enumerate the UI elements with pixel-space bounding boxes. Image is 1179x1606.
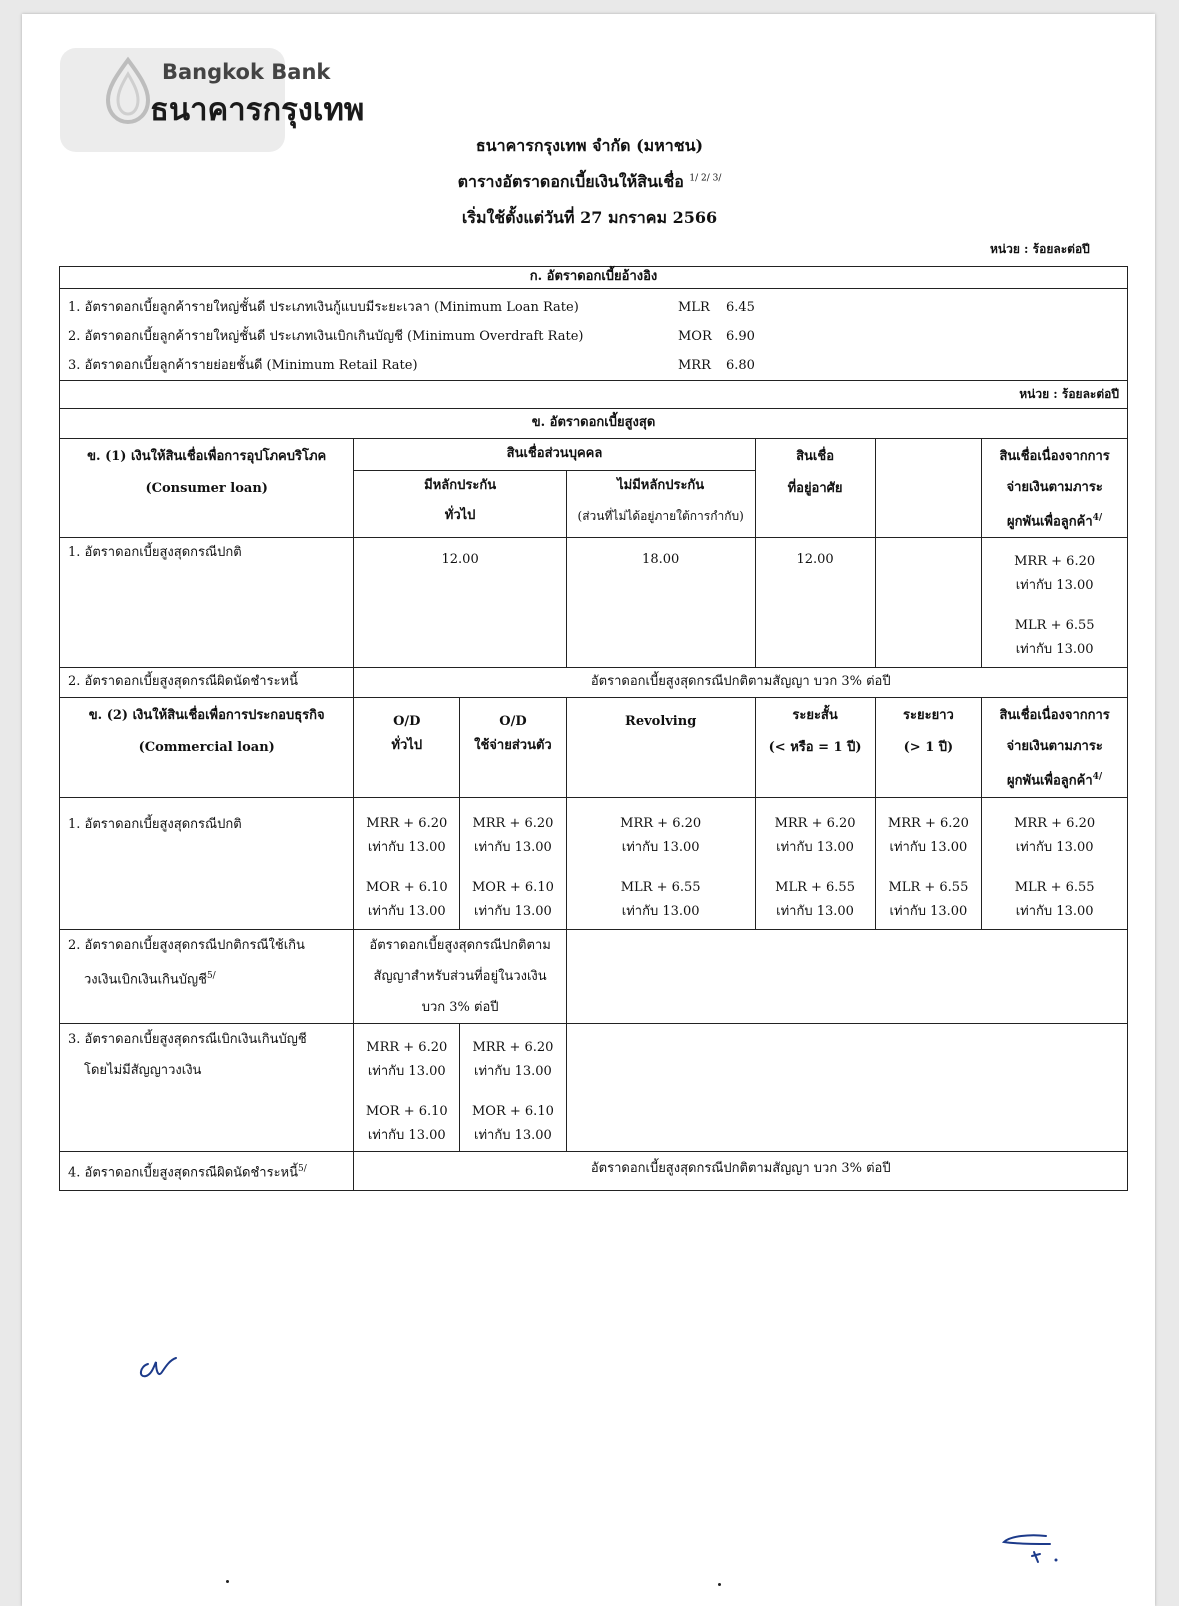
consumer-loan-header: [60, 439, 354, 538]
scan-speck: [718, 1583, 721, 1586]
obligation-head3-text: ผูกพันเพื่อลูกค้า: [1007, 773, 1093, 789]
commercial-row1-cell: [460, 797, 567, 929]
consumer-row1-unsecured: 18.00: [566, 538, 755, 668]
commercial-row2-label1: 2. อัตราดอกเบี้ยสูงสุดกรณีปกติกรณีใช้เกิน: [68, 937, 305, 953]
commercial-row2-value2: สัญญาสำหรับส่วนที่อยู่ในวงเงิน: [373, 968, 547, 984]
long-term-header: [875, 698, 982, 797]
od-general-header: [354, 698, 460, 797]
rate-equals: เท่ากับ 13.00: [776, 903, 854, 919]
rate-equals: เท่ากับ 13.00: [474, 1063, 552, 1079]
rate-table: [59, 266, 1128, 1191]
rate-equals: เท่ากับ 13.00: [889, 839, 968, 855]
commercial-row2-label2-text: วงเงินเบิกเงินเกินบัญชี: [84, 971, 207, 987]
rate-formula: MRR + 6.20: [472, 815, 554, 831]
consumer-row1-label: 1. อัตราดอกเบี้ยสูงสุดกรณีปกติ: [60, 538, 354, 668]
rate-equals: เท่ากับ 13.00: [367, 903, 446, 919]
commercial-row2-value: [354, 929, 566, 1023]
rate-formula: MOR + 6.10: [472, 879, 554, 895]
header-title-note: 1/ 2/ 3/: [689, 173, 722, 184]
short-term-header: [755, 698, 875, 797]
reference-rate-row: [68, 322, 1127, 351]
personal-loan-header: สินเชื่อส่วนบุคคล: [354, 439, 755, 471]
commercial-row3-cell: [460, 1023, 567, 1151]
rate-equals: เท่ากับ 13.00: [621, 839, 700, 855]
rate-equals: เท่ากับ 13.00: [367, 1063, 446, 1079]
obligation-head2: จ่ายเงินตามภาระ: [1006, 480, 1103, 495]
section-a-unit: หน่วย : ร้อยละต่อปี: [60, 381, 1128, 409]
commercial-loan-header: [60, 698, 354, 797]
rate-equals: เท่ากับ 13.00: [474, 1127, 552, 1143]
consumer-row1-secured: 12.00: [354, 538, 566, 668]
commercial-row2-value3: บวก 3% ต่อปี: [421, 999, 499, 1015]
reference-rate-value: 6.80: [726, 358, 755, 373]
rate-equals: เท่ากับ 13.00: [889, 903, 968, 919]
housing-loan-head1: สินเชื่อ: [796, 449, 835, 464]
reference-rate-label: 3. อัตราดอกเบี้ยลูกค้ารายย่อยชั้นดี (Minimum Retail Rate): [68, 358, 418, 373]
commercial-row1-cell: [755, 797, 875, 929]
rate-equals: เท่ากับ 13.00: [367, 839, 446, 855]
rate-equals: เท่ากับ 13.00: [1015, 578, 1094, 594]
rate-equals: เท่ากับ 13.00: [621, 903, 700, 919]
consumer-row1-housing: 12.00: [755, 538, 875, 668]
logo-text-th: ธนาคารกรุงเทพ: [150, 92, 365, 128]
reference-rate-value: 6.90: [726, 329, 755, 344]
commercial-row4-value: อัตราดอกเบี้ยสูงสุดกรณีปกติตามสัญญา บวก 3% ต่อปี: [354, 1151, 1128, 1190]
consumer-row1-empty: [875, 538, 982, 668]
short-term-head1: ระยะสั้น: [792, 708, 838, 724]
rate-formula: MLR + 6.55: [775, 879, 855, 895]
obligation-head3-text: ผูกพันเพื่อลูกค้า: [1007, 514, 1093, 530]
commercial-row3-cell: [354, 1023, 460, 1151]
commercial-row2-value1: อัตราดอกเบี้ยสูงสุดกรณีปกติตาม: [369, 937, 551, 953]
secured-head1: มีหลักประกัน: [424, 478, 497, 494]
rate-formula: MRR + 6.20: [1014, 815, 1096, 831]
lotus-logo-icon: [98, 56, 158, 126]
obligation-head1: สินเชื่อเนื่องจากการ: [999, 449, 1110, 464]
commercial-row2-note: 5/: [206, 970, 216, 981]
commercial-row3-empty: [566, 1023, 1127, 1151]
rate-formula: MLR + 6.55: [888, 879, 969, 895]
rate-equals: เท่ากับ 13.00: [474, 903, 552, 919]
signature-initial-left: [134, 1354, 180, 1384]
rate-equals: เท่ากับ 13.00: [1015, 903, 1094, 919]
rate-formula: MRR + 6.20: [1014, 554, 1096, 570]
rate-formula: MRR + 6.20: [774, 815, 856, 831]
od-personal-header: [460, 698, 567, 797]
secured-header: [354, 471, 566, 538]
logo-text-en: Bangkok Bank: [162, 60, 331, 84]
unsecured-head2: (ส่วนที่ไม่ได้อยู่ภายใต้การกำกับ): [577, 509, 744, 524]
commercial-row3-label: [60, 1023, 354, 1151]
rate-formula: MLR + 6.55: [1014, 879, 1095, 895]
commercial-row1-cell: [566, 797, 755, 929]
commercial-row4-label-text: 4. อัตราดอกเบี้ยสูงสุดกรณีผิดนัดชำระหนี้: [68, 1164, 299, 1180]
rate-formula: MLR + 6.55: [620, 879, 701, 895]
commercial-row3-label1: 3. อัตราดอกเบี้ยสูงสุดกรณีเบิกเงินเกินบัญชี: [68, 1031, 307, 1047]
obligation-head3: [982, 503, 1127, 537]
housing-loan-head2: ที่อยู่อาศัย: [787, 481, 843, 496]
commercial-row3-label2: โดยไม่มีสัญญาวงเงิน: [84, 1062, 202, 1078]
unsecured-header: [566, 471, 755, 538]
unit-label: หน่วย : ร้อยละต่อปี: [990, 242, 1090, 256]
obligation-head3-note: 4/: [1092, 513, 1103, 523]
reference-rate-value: 6.45: [726, 300, 755, 315]
rate-formula: MOR + 6.10: [365, 879, 448, 895]
obligation-head2: จ่ายเงินตามภาระ: [1006, 739, 1103, 755]
rate-formula: MRR + 6.20: [887, 815, 969, 831]
consumer-row2-value: อัตราดอกเบี้ยสูงสุดกรณีปกติตามสัญญา บวก 3% ต่อปี: [354, 668, 1128, 698]
od-personal-head1: O/D: [499, 714, 527, 730]
empty-header-cell: [875, 439, 982, 538]
commercial-row2-empty: [566, 929, 1127, 1023]
commercial-row1-cell: [875, 797, 982, 929]
rate-equals: เท่ากับ 13.00: [367, 1127, 446, 1143]
header-title: [0, 170, 1179, 195]
od-personal-head2: ใช้จ่ายส่วนตัว: [474, 738, 552, 754]
commercial-loan-head1: ข. (2) เงินให้สินเชื่อเพื่อการประกอบธุรกิจ: [88, 708, 325, 724]
rate-formula: MRR + 6.20: [366, 1039, 448, 1055]
consumer-loan-head1: ข. (1) เงินให้สินเชื่อเพื่อการอุปโภคบริโภค: [87, 449, 327, 464]
rate-formula: MLR + 6.55: [1014, 618, 1095, 634]
consumer-row1-obligation: [982, 538, 1128, 668]
housing-loan-header: [755, 439, 875, 538]
rate-equals: เท่ากับ 13.00: [776, 839, 854, 855]
long-term-head2: (> 1 ปี): [903, 740, 954, 756]
commercial-obligation-header: [982, 698, 1128, 797]
secured-head2: ทั่วไป: [444, 508, 476, 524]
consumer-loan-head2: (Consumer loan): [145, 481, 268, 496]
reference-rate-label: 2. อัตราดอกเบี้ยลูกค้ารายใหญ่ชั้นดี ประเภทเงินเบิกเกินบัญชี (Minimum Overdraft Rate): [68, 329, 584, 344]
rate-formula: MOR + 6.10: [472, 1103, 554, 1119]
commercial-row1-cell: [354, 797, 460, 929]
scan-speck: [226, 1580, 229, 1583]
reference-rate-code: MOR: [678, 329, 712, 344]
section-a-rows: [60, 289, 1128, 381]
od-general-head2: ทั่วไป: [391, 738, 423, 754]
rate-equals: เท่ากับ 13.00: [1015, 839, 1094, 855]
rate-formula: MRR + 6.20: [620, 815, 702, 831]
reference-rate-code: MRR: [678, 358, 711, 373]
obligation-head3: [982, 762, 1127, 796]
rate-formula: MRR + 6.20: [366, 815, 448, 831]
reference-rate-row: [68, 351, 1127, 380]
commercial-row4-label: [60, 1151, 354, 1190]
section-a-title: ก. อัตราดอกเบี้ยอ้างอิง: [60, 267, 1128, 289]
commercial-row1-label: 1. อัตราดอกเบี้ยสูงสุดกรณีปกติ: [60, 797, 354, 929]
reference-rate-code: MLR: [678, 300, 710, 315]
header-effective-date: เริ่มใช้ตั้งแต่วันที่ 27 มกราคม 2566: [461, 208, 718, 227]
reference-rate-row: [68, 293, 1127, 322]
commercial-row1-cell: [982, 797, 1128, 929]
revolving-header: Revolving: [566, 698, 755, 797]
commercial-row2-label2: [68, 961, 353, 995]
od-general-head1: O/D: [393, 714, 421, 730]
section-b-title: ข. อัตราดอกเบี้ยสูงสุด: [60, 409, 1128, 439]
reference-rate-label: 1. อัตราดอกเบี้ยลูกค้ารายใหญ่ชั้นดี ประเภทเงินกู้แบบมีระยะเวลา (Minimum Loan Rate): [68, 300, 579, 315]
rate-formula: MOR + 6.10: [365, 1103, 448, 1119]
signature-initial-right: [1000, 1532, 1070, 1564]
unsecured-head1: ไม่มีหลักประกัน: [617, 478, 705, 494]
consumer-row2-label: 2. อัตราดอกเบี้ยสูงสุดกรณีผิดนัดชำระหนี้: [60, 668, 354, 698]
obligation-head1: สินเชื่อเนื่องจากการ: [999, 708, 1110, 724]
rate-formula: MRR + 6.20: [472, 1039, 554, 1055]
header-bank-name: ธนาคารกรุงเทพ จำกัด (มหาชน): [475, 136, 704, 155]
header-title-text: ตารางอัตราดอกเบี้ยเงินให้สินเชื่อ: [457, 172, 684, 191]
short-term-head2: (< หรือ = 1 ปี): [768, 740, 862, 756]
long-term-head1: ระยะยาว: [903, 708, 954, 724]
obligation-head3-note: 4/: [1092, 772, 1103, 783]
commercial-loan-head2: (Commercial loan): [138, 740, 275, 756]
rate-equals: เท่ากับ 13.00: [474, 839, 552, 855]
commercial-row4-note: 5/: [298, 1163, 307, 1174]
commercial-row2-label: [60, 929, 354, 1023]
obligation-loan-header: [982, 439, 1128, 538]
rate-equals: เท่ากับ 13.00: [1015, 642, 1094, 658]
